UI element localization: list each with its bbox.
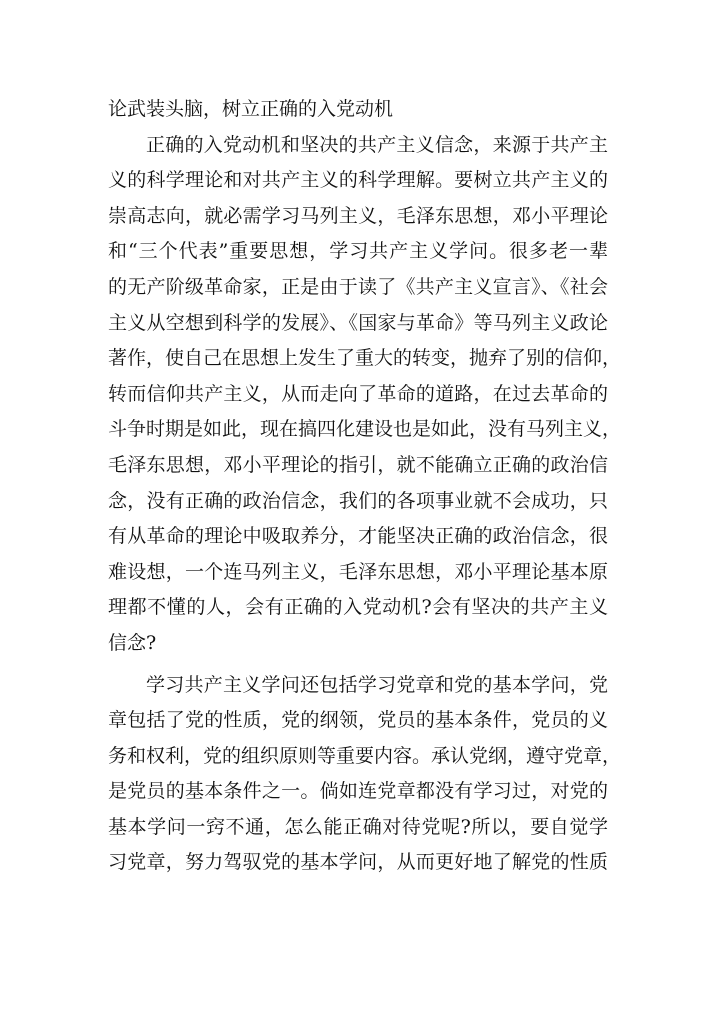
paragraph-line: 毛泽东思想，邓小平理论的指引，就不能确立正确的政治信	[108, 453, 608, 476]
paragraph-line: 是党员的基本条件之一。倘如连党章都没有学习过，对党的	[108, 780, 608, 803]
paragraph-line: 理都不懂的人，会有正确的入党动机?会有坚决的共产主义	[108, 596, 608, 619]
paragraph-line: 正确的入党动机和坚决的共产主义信念，来源于共产主	[146, 133, 608, 156]
paragraph-line: 基本学问一窍不通，怎么能正确对待党呢?所以，要自觉学	[108, 815, 608, 838]
paragraph-line: 学习共产主义学问还包括学习党章和党的基本学问，党	[146, 673, 608, 696]
paragraph-line: 崇高志向，就必需学习马列主义，毛泽东思想，邓小平理论	[108, 204, 608, 227]
paragraph-line: 难设想，一个连马列主义，毛泽东思想，邓小平理论基本原	[108, 560, 608, 583]
paragraph-line: 有从革命的理论中吸取养分，才能坚决正确的政治信念，很	[108, 525, 608, 548]
paragraph-line: 著作，使自己在思想上发生了重大的转变，抛弃了别的信仰，	[108, 347, 622, 370]
document-body	[108, 92, 622, 881]
paragraph-line: 务和权利，党的组织原则等重要内容。承认党纲，遵守党章，	[108, 744, 622, 767]
paragraph-line: 的无产阶级革命家，正是由于读了《共产主义宣言》、《社会	[108, 275, 608, 298]
paragraph-line: 习党章，努力驾驭党的基本学问，从而更好地了解党的性质	[108, 851, 608, 874]
paragraph-line: 主义从空想到科学的发展》、《国家与革命》等马列主义政论	[108, 311, 608, 334]
paragraph-line: 义的科学理论和对共产主义的科学理解。要树立共产主义的	[108, 169, 608, 192]
paragraph-line: 斗争时期是如此，现在搞四化建设也是如此，没有马列主义，	[108, 418, 622, 441]
paragraph-line: 念，没有正确的政治信念，我们的各项事业就不会成功，只	[108, 489, 608, 512]
paragraph-line: 转而信仰共产主义，从而走向了革命的道路，在过去革命的	[108, 382, 608, 405]
paragraph-line: 信念?	[108, 631, 157, 654]
paragraph-line: 和“三个代表”重要思想，学习共产主义学问。很多老一辈	[108, 240, 608, 263]
paragraph-line: 章包括了党的性质，党的纲领，党员的基本条件，党员的义	[108, 709, 608, 732]
section-heading: 论武装头脑，树立正确的入党动机	[108, 98, 394, 120]
